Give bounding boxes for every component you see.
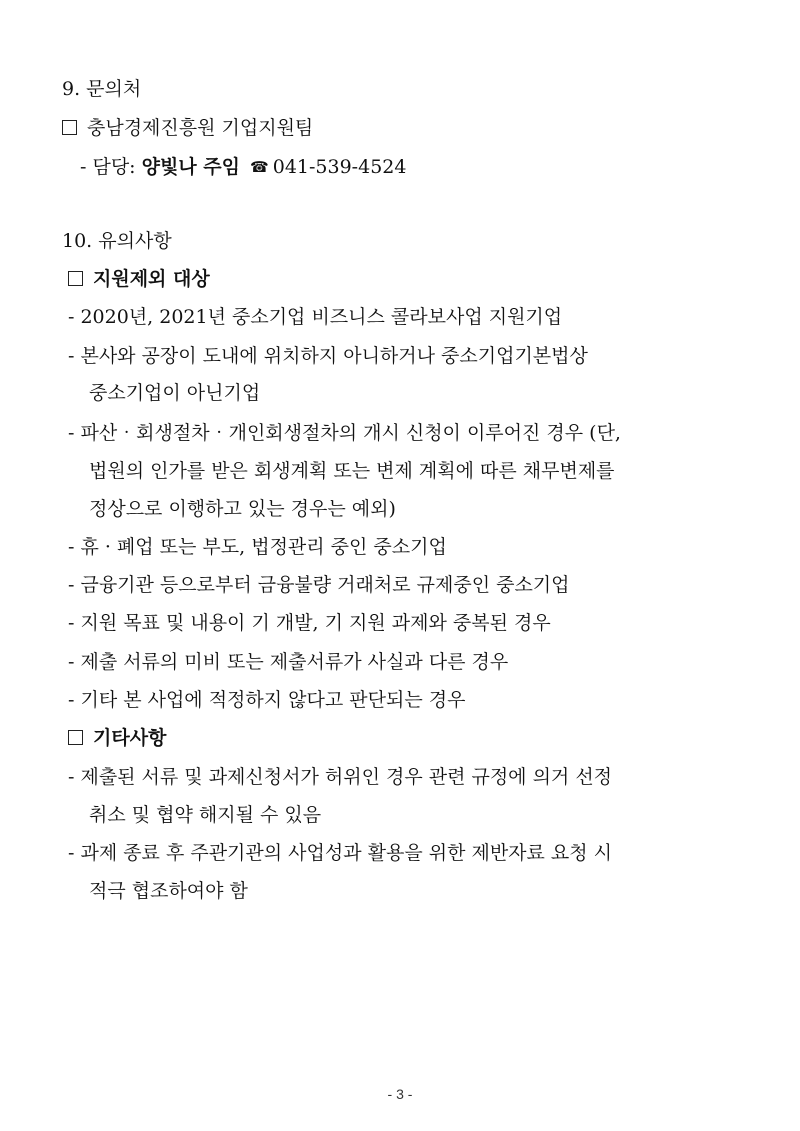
checkbox-square-icon (68, 730, 83, 745)
exclusion-item-continuation: 정상으로 이행하고 있는 경우는 예외) (89, 498, 396, 520)
exclusion-item: - 제출 서류의 미비 또는 제출서류가 사실과 다른 경우 (68, 651, 509, 673)
exclusion-title-line (68, 266, 210, 292)
section-9-org-line (62, 115, 313, 141)
exclusion-item-continuation: 법원의 인가를 받은 회생계획 또는 변제 계획에 따른 채무변제를 (89, 460, 615, 482)
exclusion-item: - 지원 목표 및 내용이 기 개발, 기 지원 과제와 중복된 경우 (68, 612, 551, 634)
contact-prefix: - 담당: (80, 156, 142, 178)
exclusion-item-continuation: 중소기업이 아닌기업 (89, 382, 261, 404)
phone-icon: ☎ (250, 158, 269, 176)
section-10-heading: 10. 유의사항 (62, 230, 172, 252)
contact-phone: 041-539-4524 (272, 156, 407, 178)
page-number: - 3 - (387, 1086, 413, 1102)
other-title-line (68, 725, 166, 751)
section-9-contact-line (80, 154, 406, 180)
exclusion-item: - 휴 · 폐업 또는 부도, 법정관리 중인 중소기업 (68, 536, 447, 558)
other-item-continuation: 취소 및 협약 해지될 수 있음 (89, 804, 322, 826)
exclusion-title: 지원제외 대상 (93, 268, 210, 290)
exclusion-item: - 기타 본 사업에 적정하지 않다고 판단되는 경우 (68, 689, 466, 711)
section-9-org: 충남경제진흥원 기업지원팀 (87, 117, 314, 139)
exclusion-item: - 본사와 공장이 도내에 위치하지 아니하거나 중소기업기본법상 (68, 345, 588, 367)
section-9-heading: 9. 문의처 (62, 78, 142, 100)
contact-name: 양빛나 주임 (141, 156, 240, 178)
exclusion-item: - 2020년, 2021년 중소기업 비즈니스 콜라보사업 지원기업 (68, 306, 563, 328)
other-item-continuation: 적극 협조하여야 함 (89, 880, 248, 902)
exclusion-item: - 금융기관 등으로부터 금융불량 거래처로 규제중인 중소기업 (68, 574, 570, 596)
other-title: 기타사항 (93, 727, 167, 749)
other-item: - 과제 종료 후 주관기관의 사업성과 활용을 위한 제반자료 요청 시 (68, 842, 613, 864)
other-item: - 제출된 서류 및 과제신청서가 허위인 경우 관련 규정에 의거 선정 (68, 766, 613, 788)
checkbox-square-icon (62, 120, 77, 135)
exclusion-item: - 파산‧회생절차‧개인회생절차의 개시 신청이 이루어진 경우 (단, (68, 422, 621, 444)
checkbox-square-icon (68, 271, 83, 286)
